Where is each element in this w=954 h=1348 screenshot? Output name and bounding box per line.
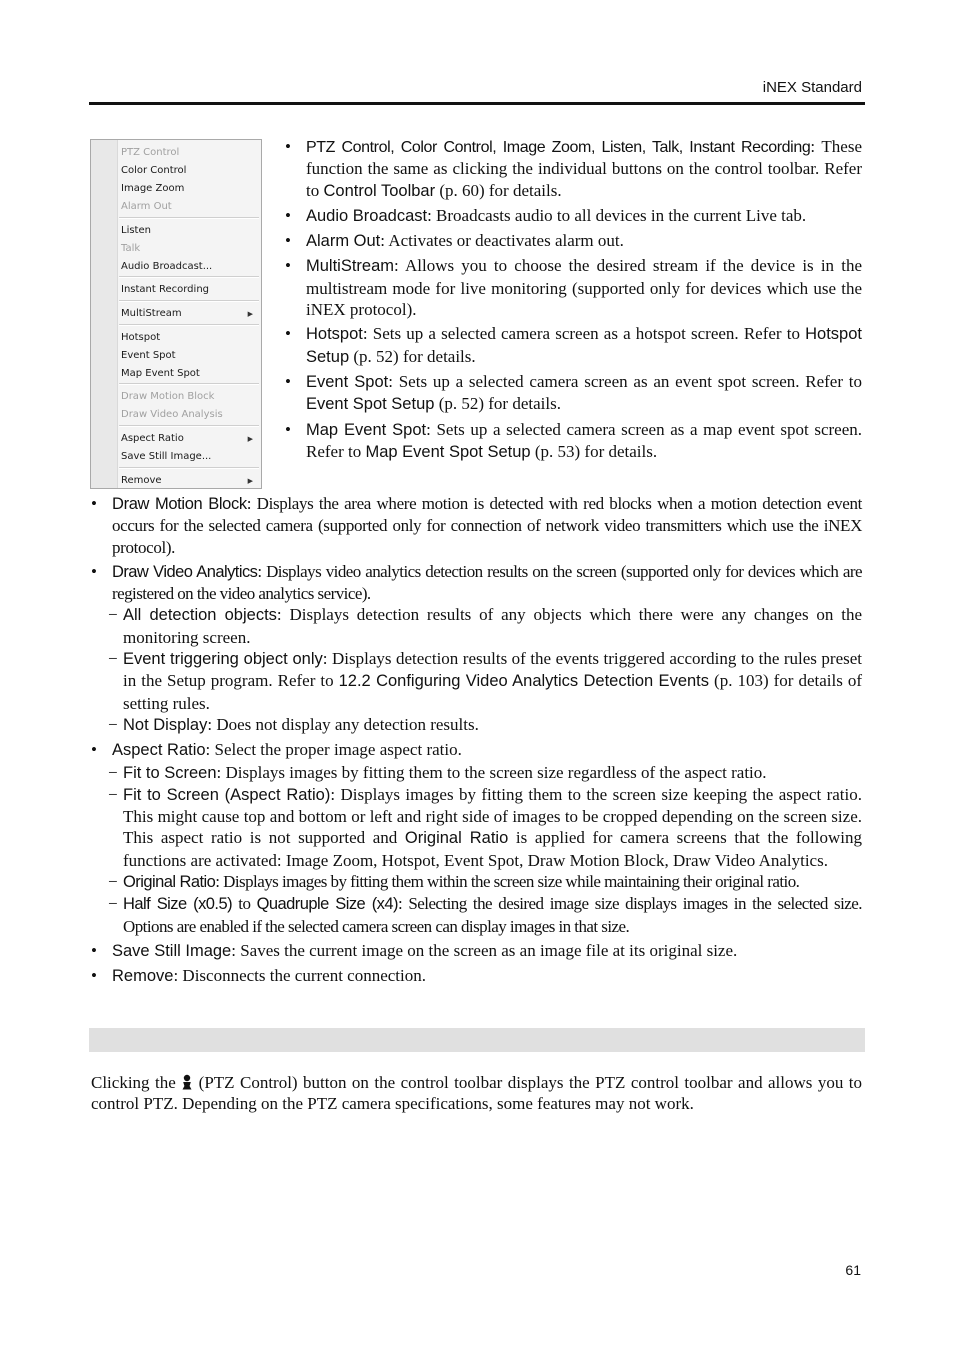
term-original-ratio: Original Ratio	[123, 873, 216, 892]
bullet-icon: •	[285, 205, 291, 225]
bullet-icon: •	[285, 419, 291, 439]
menu-item-label: Draw Motion Block	[121, 391, 215, 402]
list-item	[285, 255, 862, 320]
desc: : Disconnects the current connection.	[173, 966, 427, 986]
term-map-event-spot: Map Event Spot	[306, 420, 427, 439]
term-not-display: Not Display	[123, 715, 208, 734]
desc: to	[232, 894, 257, 914]
menu-icon-gutter	[91, 140, 118, 488]
bullet-icon: •	[91, 966, 97, 986]
sub-item	[108, 893, 862, 937]
desc: (p. 103) for details of setting rules.	[123, 671, 863, 713]
intro-text: (PTZ Control) button on the control toolbar displays the PTZ control toolbar and allows you to control PTZ. Depending on the PTZ camera specifications, some features may not work.	[91, 1073, 863, 1114]
ptz-control-icon	[181, 1074, 193, 1090]
desc: : Broadcasts audio to all devices in the current Live tab.	[427, 205, 807, 225]
bullet-icon: •	[285, 137, 291, 156]
menu-separator	[119, 467, 259, 469]
term-draw-video-analytics: Draw Video Analytics	[112, 562, 258, 581]
sub-item	[108, 648, 863, 714]
desc: : Sets up a selected camera screen as an event spot screen. Refer to	[388, 371, 862, 391]
dash-icon: −	[108, 872, 118, 892]
desc: : Select the proper image aspect ratio.	[205, 740, 462, 760]
menu-item-map-event-spot[interactable]	[121, 366, 257, 382]
desc: : Sets up a selected camera screen as a hotspot screen. Refer to	[362, 324, 806, 344]
term-remove: Remove	[112, 967, 174, 986]
menu-item-event-spot[interactable]	[121, 348, 257, 364]
term-fit-to-screen-aspect: Fit to Screen (Aspect Ratio)	[123, 785, 331, 804]
list-item	[285, 323, 862, 368]
menu-item-label: MultiStream	[121, 308, 182, 319]
intro-text: Clicking the	[91, 1073, 182, 1092]
menu-item-label: Audio Broadcast...	[121, 261, 213, 272]
menu-separator	[119, 383, 259, 385]
submenu-arrow-icon: ▶	[247, 477, 253, 485]
submenu-arrow-icon: ▶	[247, 310, 253, 318]
dash-icon: −	[108, 605, 118, 625]
list-item	[91, 493, 862, 558]
menu-item-label: Aspect Ratio	[121, 433, 184, 444]
desc: : Displays detection results of the events triggered according to the rules preset in the Setup program. Refer to	[123, 649, 863, 691]
desc: : Allows you to choose the desired stream if the device is in the multistream mode for live monitoring (supported only for devices which use the iNEX protocol).	[306, 256, 862, 320]
term-hotspot: Hotspot	[306, 325, 363, 344]
menu-item-label: Alarm Out	[121, 201, 172, 212]
list-item	[91, 940, 862, 962]
dash-icon: −	[108, 762, 118, 782]
menu-item-label: Listen	[121, 225, 151, 236]
term-save-still-image: Save Still Image	[112, 941, 232, 960]
term-fit-to-screen: Fit to Screen	[123, 763, 217, 782]
section-heading-bar	[89, 1028, 865, 1052]
dash-icon: −	[108, 894, 118, 914]
desc: (p. 52) for details.	[434, 394, 561, 414]
desc: : Displays images by fitting them to the screen size keeping the aspect ratio. This might cause top and bottom or left and right side of images to be cropped depending on the screen size. This aspect ratio is not supported and	[123, 784, 862, 848]
sub-item	[108, 604, 862, 648]
menu-item-draw-motion-block	[121, 389, 257, 405]
link-control-toolbar[interactable]: Control Toolbar	[323, 181, 436, 200]
desc: : Sets up a selected camera screen as a map event spot screen. Refer to	[306, 419, 863, 461]
dash-icon: −	[108, 714, 118, 734]
menu-item-multistream[interactable]	[121, 306, 257, 322]
menu-item-ptz-control	[121, 145, 257, 161]
bullet-icon: •	[91, 740, 97, 760]
submenu-arrow-icon: ▶	[247, 435, 253, 443]
list-item	[91, 739, 862, 937]
menu-options-list	[285, 136, 863, 466]
term-aspect-ratio: Aspect Ratio	[112, 741, 206, 760]
desc: (p. 53) for details.	[530, 441, 658, 461]
desc: : Does not display any detection results.	[207, 714, 479, 734]
link-map-event-spot-setup[interactable]: Map Event Spot Setup	[365, 442, 531, 461]
sub-item	[108, 762, 862, 784]
menu-item-label: PTZ Control	[121, 147, 180, 158]
list-item	[285, 205, 862, 227]
menu-item-talk	[121, 241, 257, 257]
menu-item-label: Talk	[121, 243, 141, 254]
menu-item-audio-broadcast[interactable]	[121, 259, 257, 275]
menu-item-draw-video-analysis	[121, 407, 257, 423]
menu-separator	[119, 276, 259, 278]
link-event-spot-setup[interactable]: Event Spot Setup	[306, 395, 435, 414]
bullet-icon: •	[285, 256, 291, 276]
desc: : Displays detection results of any objects which there were any changes on the monitoring screen.	[123, 605, 862, 647]
term-audio-broadcast: Audio Broadcast	[306, 206, 428, 225]
list-item	[285, 136, 862, 202]
menu-item-label: Color Control	[121, 165, 187, 176]
ptz-intro-paragraph	[91, 1072, 862, 1115]
menu-item-label: Event Spot	[121, 350, 176, 361]
menu-separator	[119, 300, 259, 302]
list-item	[285, 230, 862, 252]
bullet-icon: •	[285, 371, 291, 391]
term-half-size: Half Size (x0.5)	[123, 895, 233, 914]
dash-icon: −	[108, 784, 118, 804]
list-item	[91, 965, 862, 987]
desc: is applied for camera screens that the following functions are activated: Image Zoom, Hotspot, Event Spot, Draw Motion Block, Draw Video Analytics.	[123, 828, 862, 870]
menu-separator	[119, 324, 259, 326]
desc: : Displays video analytics detection results on the screen (supported only for devices which are registered on the video analytics service).	[112, 561, 862, 604]
menu-item-label: Map Event Spot	[121, 368, 200, 379]
term-alarm-out: Alarm Out	[306, 232, 381, 251]
menu-separator	[119, 217, 259, 219]
page-number: 61	[845, 1262, 861, 1278]
list-item	[285, 371, 862, 416]
bullet-icon: •	[285, 231, 291, 251]
menu-separator	[119, 425, 259, 427]
menu-item-label: Instant Recording	[121, 284, 209, 295]
sub-item	[108, 714, 862, 736]
link-configuring-video-analytics[interactable]: 12.2 Configuring Video Analytics Detection Events	[338, 672, 710, 691]
term-quadruple-size: Quadruple Size (x4)	[256, 895, 398, 914]
term-ptz-control: PTZ Control, Color Control, Image Zoom, Listen, Talk, Instant Recording	[306, 139, 811, 156]
desc: : Displays images by fitting them to the screen size regardless of the aspect ratio.	[216, 762, 767, 782]
desc: : Selecting the desired image size displays images in the selected size. Options are enabled if the selected camera screen can display images in that size.	[123, 894, 862, 936]
menu-item-image-zoom[interactable]	[121, 181, 257, 197]
menu-item-hotspot[interactable]	[121, 330, 257, 346]
header-rule	[89, 102, 865, 105]
bullet-icon: •	[91, 494, 97, 513]
dash-icon: −	[108, 649, 118, 669]
list-item	[285, 419, 863, 464]
menu-item-aspect-ratio[interactable]	[121, 431, 257, 447]
context-menu	[90, 139, 262, 489]
menu-item-color-control[interactable]	[121, 163, 257, 179]
menu-item-save-still-image[interactable]	[121, 449, 257, 465]
menu-item-alarm-out	[121, 199, 257, 215]
menu-item-remove[interactable]	[121, 473, 257, 489]
sub-item	[108, 871, 862, 893]
menu-item-label: Remove	[121, 475, 162, 486]
page-header-title: iNEX Standard	[762, 79, 862, 96]
menu-item-label: Save Still Image...	[121, 451, 212, 462]
desc: : Displays the area where motion is detected with red blocks when a motion detection event occurs for the selected camera (supported only for connection of network video transmitters which use the iNEX protocol).	[112, 494, 862, 557]
term-event-triggering-object-only: Event triggering object only	[123, 650, 323, 669]
term-multistream: MultiStream	[306, 257, 395, 276]
term-original-ratio-ref: Original Ratio	[404, 829, 509, 848]
sub-item	[108, 784, 862, 871]
desc: : Displays images by fitting them within the screen size while maintaining their original ratio.	[215, 872, 800, 892]
menu-item-instant-recording[interactable]	[121, 282, 257, 298]
menu-item-label: Draw Video Analysis	[121, 409, 223, 420]
desc: (p. 60) for details.	[435, 180, 562, 200]
desc: : Activates or deactivates alarm out.	[380, 231, 624, 251]
list-item	[91, 561, 863, 736]
desc: : Saves the current image on the screen as an image file at its original size.	[231, 940, 738, 960]
bullet-icon: •	[91, 561, 97, 581]
menu-item-listen[interactable]	[121, 223, 257, 239]
term-draw-motion-block: Draw Motion Block	[112, 495, 247, 513]
bullet-icon: •	[285, 324, 291, 344]
bullet-icon: •	[91, 940, 97, 960]
menu-options-list-continued	[91, 493, 863, 991]
desc: : These function the same as clicking the individual buttons on the control toolbar. Refer to	[306, 137, 862, 200]
desc: (p. 52) for details.	[349, 346, 476, 366]
term-event-spot: Event Spot	[306, 372, 389, 391]
link-hotspot-setup[interactable]: Hotspot Setup	[306, 325, 862, 366]
menu-item-label: Image Zoom	[121, 183, 185, 194]
menu-item-label: Hotspot	[121, 332, 161, 343]
term-all-detection-objects: All detection objects	[123, 606, 277, 625]
